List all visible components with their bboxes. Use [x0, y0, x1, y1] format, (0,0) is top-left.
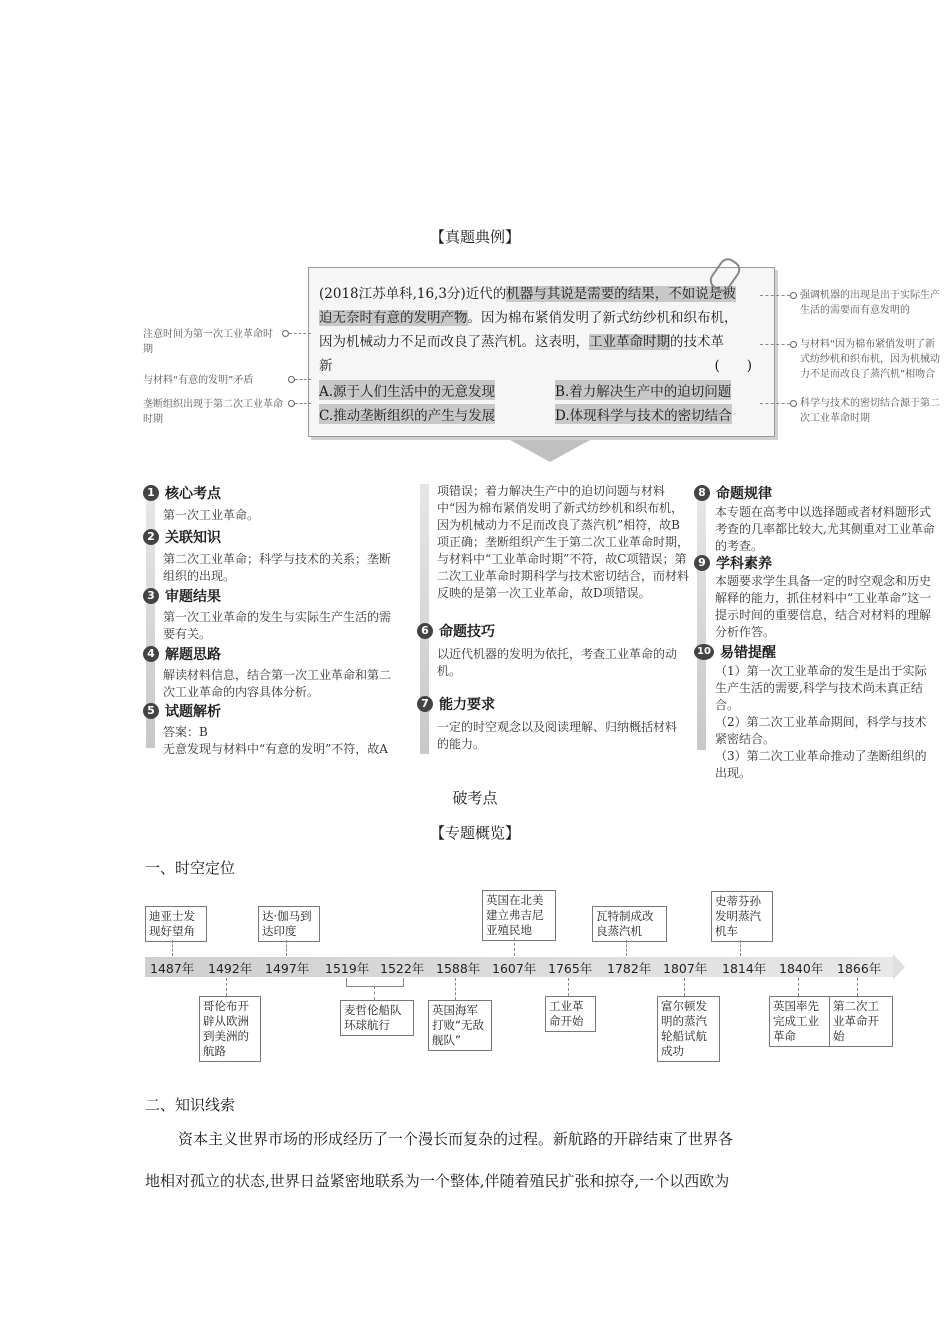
- heading-result: [143, 586, 221, 606]
- subheading-clues: 二、知识线索: [145, 1096, 236, 1114]
- year-label: 1492年: [208, 961, 253, 976]
- text-result: 第一次工业革命的发生与实际生产生活的需要有关。: [163, 610, 392, 641]
- event-connector: [684, 978, 685, 996]
- heading-analysis: [143, 701, 221, 721]
- heading-approach-title: 解题思路: [165, 647, 221, 663]
- heading-literacy-title: 学科素养: [716, 556, 772, 572]
- note-right-3: 科学与技术的密切结合源于第二次工业革命时期: [800, 398, 940, 424]
- note-connector: [760, 403, 790, 404]
- column-bar: [697, 500, 706, 750]
- note-connector: [289, 333, 311, 334]
- number-badge: 2: [143, 529, 159, 545]
- event-1492: 哥伦布开辟从欧洲到美洲的航路: [199, 996, 261, 1062]
- year-label: 1807年: [663, 961, 708, 976]
- number-badge: 6: [417, 623, 433, 639]
- event-connector: [374, 986, 375, 1000]
- year-label: 1588年: [436, 961, 481, 976]
- option-b: B.着力解决生产中的迫切问题: [555, 380, 731, 400]
- event-1782: 瓦特制成改良蒸汽机: [592, 906, 667, 942]
- highlight-1: 机器与其说是需要的结果，不如说是被: [506, 286, 736, 302]
- note-connector: [760, 344, 790, 345]
- event-1840: 英国率先完成工业革命: [769, 996, 833, 1047]
- option-c: C.推动垄断组织的产生与发展: [319, 404, 495, 424]
- number-badge: 10: [694, 644, 714, 660]
- number-badge: 4: [143, 646, 159, 662]
- event-connector: [568, 978, 569, 996]
- question-line3-post: 的技术革: [670, 334, 724, 350]
- heading-pattern-title: 命题规律: [716, 486, 772, 502]
- text-technique: 以近代机器的发明为依托，考查工业革命的动机。: [437, 647, 678, 678]
- event-1814: 史蒂芬孙发明蒸汽机车: [711, 891, 773, 942]
- bracket-1519-1522: [346, 978, 404, 987]
- question-text: [319, 282, 764, 378]
- year-label: 1814年: [722, 961, 767, 976]
- section-title-overview: 【专题概览】: [429, 824, 520, 842]
- section-title-example: 【真题典例】: [429, 228, 520, 246]
- option-d: D.体现科学与技术的密切结合: [555, 404, 732, 424]
- number-badge: 5: [143, 703, 159, 719]
- event-connector: [514, 938, 515, 956]
- event-1519: 麦哲伦船队环球航行: [340, 1000, 414, 1036]
- event-connector: [857, 978, 858, 996]
- number-badge: 9: [694, 555, 710, 571]
- event-1807: 富尔顿发明的蒸汽轮船试航成功: [657, 996, 720, 1062]
- event-1497: 达·伽马到达印度: [258, 906, 320, 942]
- heading-technique: [417, 621, 495, 641]
- event-1607: 英国在北美建立弗吉尼亚殖民地: [482, 890, 556, 941]
- note-connector: [760, 295, 790, 296]
- event-connector: [226, 978, 227, 996]
- event-1487: 迪亚士发现好望角: [145, 906, 207, 942]
- answer-paren: ( ): [714, 358, 752, 374]
- text-ability: 一定的时空观念以及阅读理解、归纳概括材料的能力。: [437, 720, 678, 751]
- heading-literacy: [694, 553, 772, 573]
- heading-core: [143, 483, 221, 503]
- number-badge: 3: [143, 588, 159, 604]
- event-connector: [286, 940, 287, 956]
- note-connector: [295, 403, 311, 404]
- number-badge: 7: [417, 696, 433, 712]
- text-pattern: 本专题在高考中以选择题或者材料题形式考查的几率都比较大,尤其侧重对工业革命的考查。: [715, 505, 935, 553]
- text-related: 第二次工业革命；科学与技术的关系；垄断组织的出现。: [163, 552, 392, 583]
- event-connector: [626, 940, 627, 956]
- event-connector: [455, 978, 456, 1000]
- heading-ability: [417, 694, 495, 714]
- heading-related: [143, 527, 221, 547]
- question-line1: 近代的: [465, 286, 507, 302]
- question-line2: 。因为棉布紧俏发明了新式纺纱机和织布机，: [467, 310, 738, 326]
- heading-core-title: 核心考点: [165, 486, 221, 502]
- number-badge: 8: [694, 485, 710, 501]
- year-label: 1487年: [150, 961, 195, 976]
- year-label: 1782年: [607, 961, 652, 976]
- note-dot-icon: [288, 400, 295, 407]
- text-analysis-cont: 项错误；着力解决生产中的迫切问题与材料中“因为棉布紧俏发明了新式纺纱机和织布机，因为机械动力不足而改良了蒸汽机”相符，故B项正确；垄断组织产生于第二次工业革命时期，与材料中“工业革命时期”不符，故C项错误；第二次工业革命时期科学与技术密切结合，而材料反映的是第一次工业革命，故D项错误。: [437, 484, 690, 600]
- note-left-1: 注意时间为第一次工业革命时期: [143, 329, 273, 355]
- note-dot-icon: [790, 341, 797, 348]
- year-label: 1522年: [380, 961, 425, 976]
- heading-ability-title: 能力要求: [439, 697, 495, 713]
- event-connector: [798, 978, 799, 996]
- note-dot-icon: [282, 330, 289, 337]
- text-core: 第一次工业革命。: [163, 508, 260, 522]
- question-line3: 因为机械动力不足而改良了蒸汽机。这表明，: [319, 334, 589, 350]
- year-label: 1607年: [492, 961, 537, 976]
- text-approach: 解读材料信息，结合第一次工业革命和第二次工业革命的内容具体分析。: [163, 668, 392, 699]
- heading-pitfalls: [694, 642, 776, 662]
- event-1588: 英国海军打败“无敌舰队”: [428, 1000, 492, 1051]
- text-pitfalls: （1）第一次工业革命的发生是出于实际生产生活的需要,科学与技术尚未真正结合。 （2）第二次工业革命期间，科学与技术紧密结合。 （3）第二次工业革命推动了垄断组织的出现。: [715, 664, 927, 780]
- question-source: (2018江苏单科,16,3分): [319, 286, 466, 302]
- year-label: 1765年: [548, 961, 593, 976]
- heading-technique-title: 命题技巧: [439, 624, 495, 640]
- year-label: 1840年: [779, 961, 824, 976]
- note-dot-icon: [288, 376, 295, 383]
- note-dot-icon: [790, 292, 797, 299]
- paragraph-line-1: 资本主义世界市场的形成经历了一个漫长而复杂的过程。新航路的开辟结束了世界各: [178, 1130, 734, 1148]
- year-label: 1519年: [325, 961, 370, 976]
- arrow-down-icon: [510, 440, 590, 462]
- highlight-2: 迫无奈时有意的发明产物: [319, 310, 468, 326]
- heading-pattern: [694, 483, 772, 503]
- heading-result-title: 审题结果: [165, 589, 221, 605]
- number-badge: 1: [143, 485, 159, 501]
- heading-pitfalls-title: 易错提醒: [720, 645, 776, 661]
- subheading-timeline: 一、时空定位: [145, 859, 236, 877]
- text-analysis: 答案：B 无意发现与材料中“有意的发明”不符，故A: [163, 725, 388, 756]
- note-left-3: 垄断组织出现于第二次工业革命时期: [143, 399, 283, 425]
- question-card: [308, 267, 775, 437]
- paragraph-line-2: 地相对孤立的状态,世界日益紧密地联系为一个整体,伴随着殖民扩张和掠夺,一个以西欧为: [145, 1172, 730, 1190]
- heading-approach: [143, 644, 221, 664]
- question-line4: 新: [319, 358, 333, 374]
- heading-related-title: 关联知识: [165, 530, 221, 546]
- note-left-2: 与材料“有意的发明”矛盾: [143, 375, 254, 386]
- year-label: 1866年: [837, 961, 882, 976]
- event-connector: [740, 940, 741, 956]
- timeline-arrow-icon: [893, 954, 905, 980]
- note-dot-icon: [790, 400, 797, 407]
- note-right-1: 强调机器的出现是出于实际生产生活的需要而有意发明的: [800, 290, 940, 316]
- event-1866: 第二次工业革命开始: [829, 996, 893, 1047]
- text-literacy: 本题要求学生具备一定的时空观念和历史解释的能力，抓住材料中“工业革命”这一提示时间的重要信息，结合对材料的理解分析作答。: [715, 574, 932, 639]
- note-connector: [295, 379, 311, 380]
- highlight-3: 工业革命时期: [589, 334, 670, 350]
- heading-analysis-title: 试题解析: [165, 704, 221, 720]
- option-a: A.源于人们生活中的无意发现: [319, 380, 495, 400]
- event-1765: 工业革命开始: [545, 996, 596, 1032]
- year-label: 1497年: [265, 961, 310, 976]
- page-heading: 破考点: [452, 789, 498, 807]
- event-connector: [172, 940, 173, 956]
- note-right-2: 与材料“因为棉布紧俏发明了新式纺纱机和织布机，因为机械动力不足而改良了蒸汽机”相吻合: [800, 339, 940, 380]
